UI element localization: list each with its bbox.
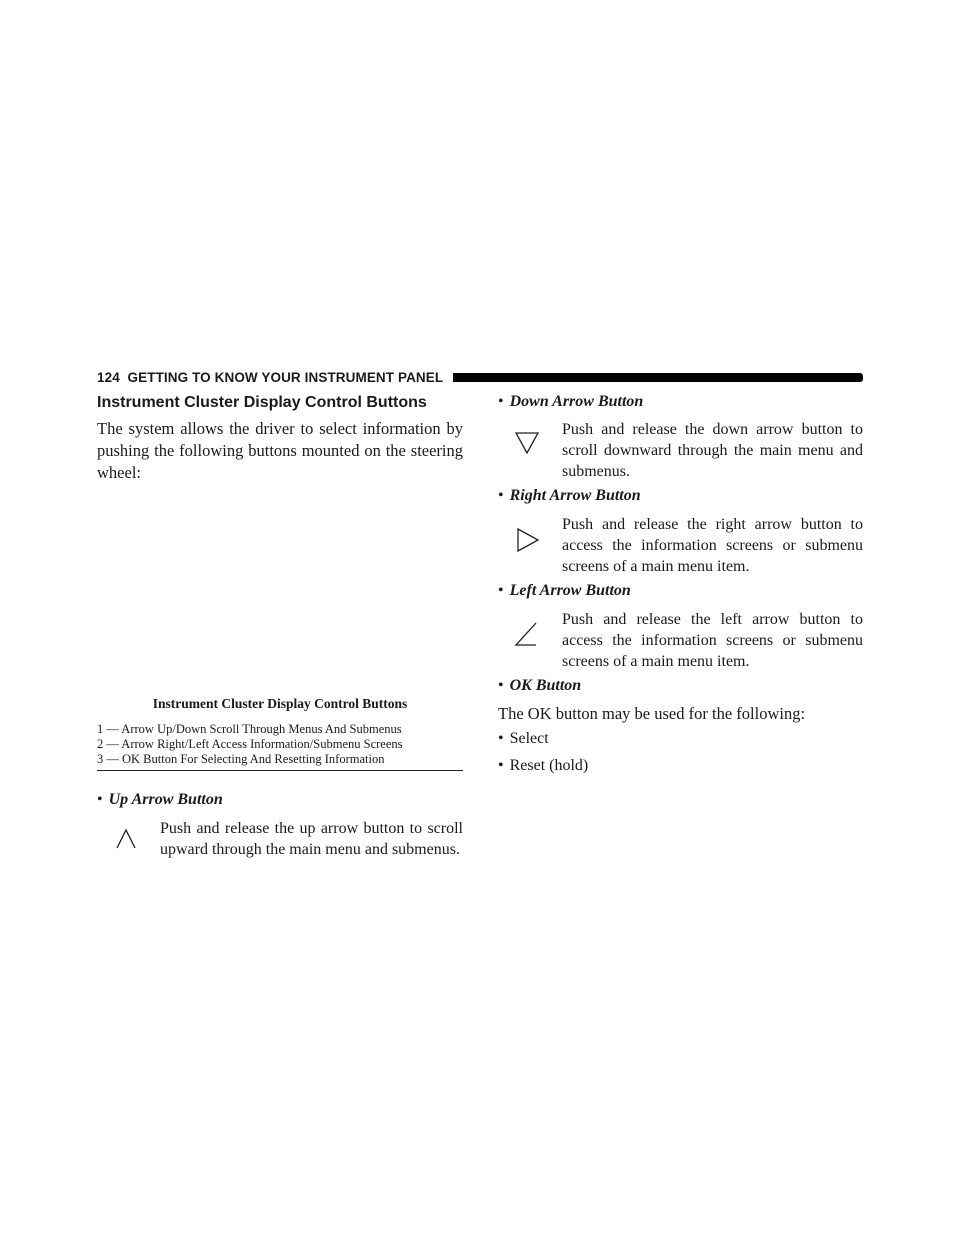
up-arrow-icon bbox=[111, 824, 141, 854]
header-rule bbox=[453, 373, 863, 382]
left-arrow-icon bbox=[512, 619, 542, 649]
page-number: 124 bbox=[97, 369, 120, 385]
down-arrow-description: Push and release the down arrow button to scroll downward through the main menu and submenus. bbox=[562, 421, 863, 480]
ok-usage-intro: The OK button may be used for the following: bbox=[498, 704, 806, 723]
bullet-icon: • bbox=[97, 791, 103, 808]
up-arrow-description: Push and release the up arrow button to scroll upward through the main menu and submenus. bbox=[160, 820, 463, 858]
legend-item: 3 — OK Button For Selecting And Resetting Information bbox=[97, 752, 385, 766]
bullet-icon: • bbox=[498, 487, 504, 504]
ok-button-title: OK Button bbox=[509, 677, 582, 694]
figure-caption: Instrument Cluster Display Control Buttons bbox=[152, 696, 408, 711]
ok-button-heading bbox=[498, 677, 581, 695]
right-arrow-title: Right Arrow Button bbox=[509, 487, 641, 504]
right-arrow-heading bbox=[498, 487, 641, 505]
left-arrow-title: Left Arrow Button bbox=[509, 582, 631, 599]
legend-item: 2 — Arrow Right/Left Access Information/Submenu Screens bbox=[97, 737, 403, 751]
bullet-icon: • bbox=[498, 730, 504, 747]
left-arrow-heading bbox=[498, 582, 631, 600]
bullet-icon: • bbox=[498, 582, 504, 599]
ok-usage-item-label: Select bbox=[509, 730, 549, 747]
ok-usage-item-label: Reset (hold) bbox=[509, 757, 589, 774]
right-arrow-icon bbox=[512, 525, 542, 555]
bullet-icon: • bbox=[498, 757, 504, 774]
figure-legend bbox=[97, 722, 463, 771]
down-arrow-heading bbox=[498, 393, 643, 411]
up-arrow-heading bbox=[97, 791, 223, 809]
ok-usage-item bbox=[498, 730, 549, 748]
page-header-text bbox=[97, 370, 453, 385]
right-arrow-description: Push and release the right arrow button to access the information screens or submenu screens of a main menu item. bbox=[562, 516, 863, 575]
ok-usage-item bbox=[498, 757, 588, 775]
section-title: GETTING TO KNOW YOUR INSTRUMENT PANEL bbox=[127, 369, 444, 385]
up-arrow-title: Up Arrow Button bbox=[108, 791, 223, 808]
left-arrow-description: Push and release the left arrow button to access the information screens or submenu screens of a main menu item. bbox=[562, 611, 863, 670]
legend-item: 1 — Arrow Up/Down Scroll Through Menus And Submenus bbox=[97, 722, 402, 736]
figure-image-area bbox=[97, 478, 463, 688]
bullet-icon: • bbox=[498, 677, 504, 694]
down-arrow-title: Down Arrow Button bbox=[509, 393, 644, 410]
page-header bbox=[97, 366, 863, 388]
bullet-icon: • bbox=[498, 393, 504, 410]
down-arrow-icon bbox=[512, 427, 542, 457]
intro-paragraph: The system allows the driver to select information by pushing the following buttons mounted on the steering wheel: bbox=[97, 419, 463, 482]
section-heading: Instrument Cluster Display Control Buttons bbox=[97, 394, 427, 411]
